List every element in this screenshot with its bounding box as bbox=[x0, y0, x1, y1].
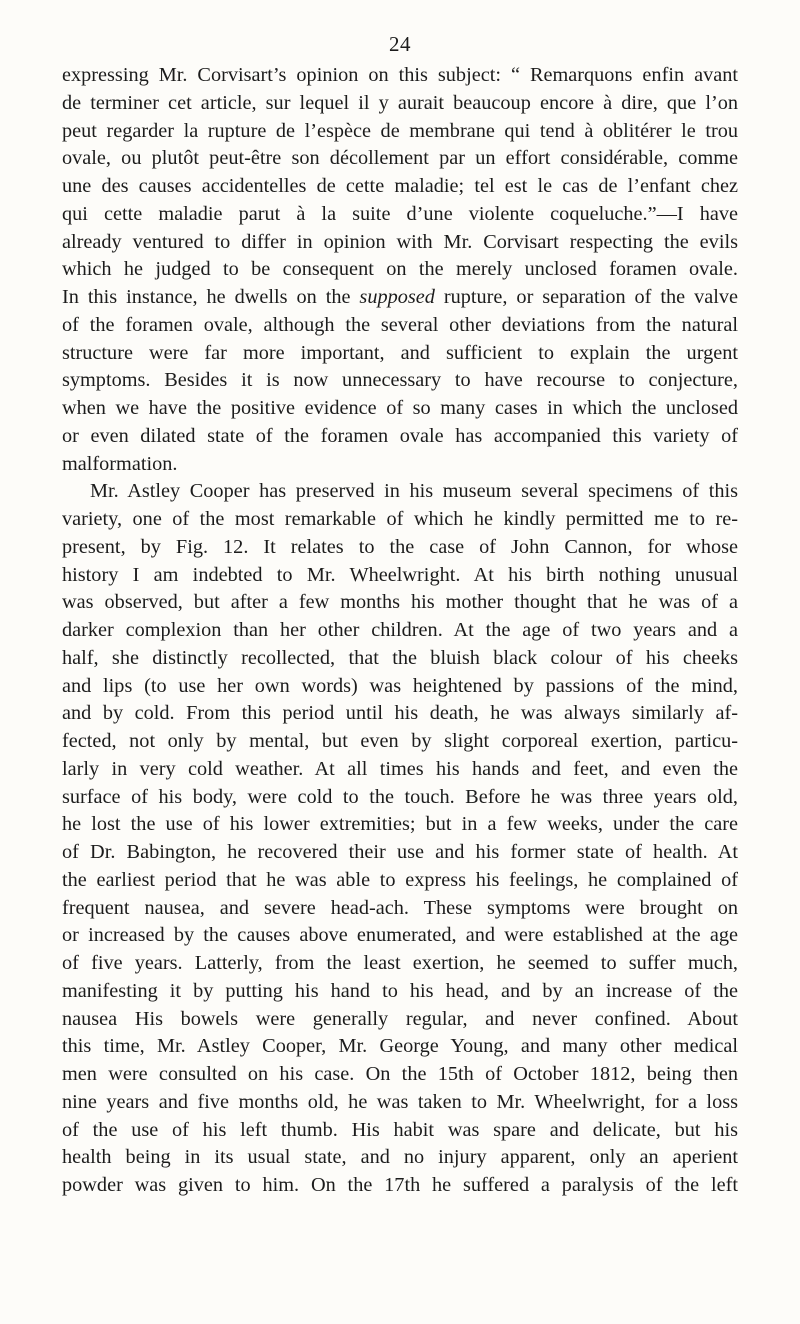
text-line: which he judged to be consequent on the merely unclosed foramen ovale. bbox=[62, 258, 738, 281]
text-line: or even dilated state of the foramen ovale has accompanied this variety of bbox=[62, 424, 738, 447]
text-segment: In this instance, he dwells on the bbox=[62, 286, 360, 308]
text-line: ovale, ou plutôt peut-être son décollement par un effort considérable, comme bbox=[62, 147, 738, 170]
text-line: expressing Mr. Corvisart’s opinion on this subject: “ Remarquons enfin avant bbox=[62, 64, 738, 86]
text-line: history I am indebted to Mr. Wheelwright. At his birth nothing unusual bbox=[62, 563, 738, 586]
text-line: de terminer cet article, sur lequel il y aurait beaucoup encore à dire, que l’on bbox=[62, 91, 738, 114]
text-line: fected, not only by mental, but even by slight corporeal exertion, particu- bbox=[62, 730, 738, 752]
text-line: and by cold. From this period until his death, he was always similarly af- bbox=[62, 702, 738, 725]
text-line: was observed, but after a few months his mother thought that he was of a bbox=[62, 591, 738, 614]
text-line: peut regarder la rupture de l’espèce de membrane qui tend à oblitérer le trou bbox=[62, 119, 738, 142]
text-line: or increased by the causes above enumerated, and were established at the age bbox=[62, 924, 738, 947]
text-line: structure were far more important, and sufficient to explain the urgent bbox=[62, 341, 738, 364]
text-line: darker complexion than her other children. At the age of two years and a bbox=[62, 619, 738, 641]
italic-word: supposed bbox=[359, 286, 435, 308]
text-line: of the use of his left thumb. His habit was spare and delicate, but his bbox=[62, 1118, 738, 1141]
text-segment: rupture, or separation of the valve bbox=[434, 286, 738, 308]
text-line: he lost the use of his lower extremities; but in a few weeks, under the care bbox=[62, 813, 738, 836]
text-line: the earliest period that he was able to express his feelings, he complained of bbox=[62, 868, 738, 891]
text-line: surface of his body, were cold to the touch. Before he was three years old, bbox=[62, 785, 738, 808]
text-line: present, by Fig. 12. It relates to the case of John Cannon, for whose bbox=[62, 535, 738, 558]
text-line: qui cette maladie parut à la suite d’une violente coqueluche.”—I have bbox=[62, 202, 738, 225]
text-line: nine years and five months old, he was taken to Mr. Wheelwright, for a loss bbox=[62, 1090, 738, 1113]
text-line: and lips (to use her own words) was heightened by passions of the mind, bbox=[62, 674, 738, 697]
page-number: 24 bbox=[389, 32, 411, 56]
text-line: this time, Mr. Astley Cooper, Mr. George Young, and many other medical bbox=[62, 1035, 738, 1058]
text-line: of five years. Latterly, from the least exertion, he seemed to suffer much, bbox=[62, 952, 738, 974]
text-line: nausea His bowels were generally regular, and never confined. About bbox=[62, 1007, 738, 1030]
text-line: of the foramen ovale, although the several other deviations from the natural bbox=[62, 313, 738, 336]
text-line: half, she distinctly recollected, that the bluish black colour of his cheeks bbox=[62, 646, 738, 669]
text-line-with-italic bbox=[62, 284, 738, 312]
text-line: of Dr. Babington, he recovered their use and his former state of health. At bbox=[62, 841, 738, 863]
text-line: variety, one of the most remarkable of which he kindly permitted me to re- bbox=[62, 508, 738, 530]
text-line: malformation. bbox=[62, 452, 178, 475]
text-line: when we have the positive evidence of so many cases in which the unclosed bbox=[62, 397, 738, 419]
body-text bbox=[62, 62, 738, 1200]
text-line: powder was given to him. On the 17th he suffered a paralysis of the left bbox=[62, 1174, 738, 1196]
text-line: men were consulted on his case. On the 15th of October 1812, being then bbox=[62, 1063, 738, 1085]
text-line: frequent nausea, and severe head-ach. These symptoms were brought on bbox=[62, 896, 738, 919]
text-line: larly in very cold weather. At all times his hands and feet, and even the bbox=[62, 757, 738, 780]
paragraph-first-line: Mr. Astley Cooper has preserved in his museum several specimens of this bbox=[90, 480, 738, 503]
text-line: symptoms. Besides it is now unnecessary to have recourse to conjecture, bbox=[62, 369, 738, 392]
text-line: une des causes accidentelles de cette maladie; tel est le cas de l’enfant chez bbox=[62, 175, 738, 197]
text-line: already ventured to differ in opinion with Mr. Corvisart respecting the evils bbox=[62, 230, 738, 253]
text-line: manifesting it by putting his hand to his head, and by an increase of the bbox=[62, 979, 738, 1002]
text-line: health being in its usual state, and no injury apparent, only an aperient bbox=[62, 1146, 738, 1169]
